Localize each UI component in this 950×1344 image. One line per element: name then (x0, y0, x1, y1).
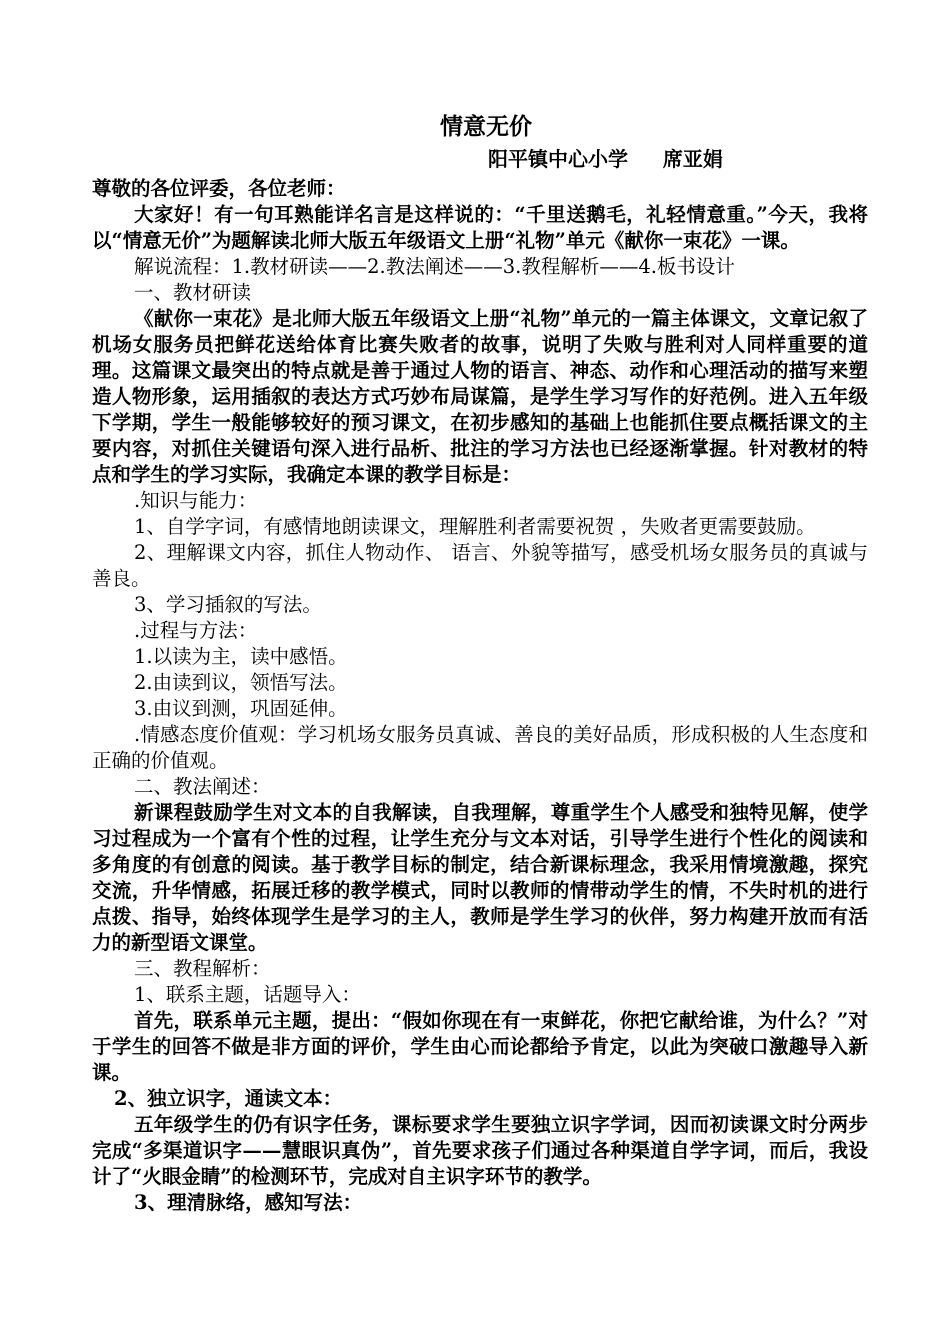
paragraph: .情感态度价值观：学习机场女服务员真诚、善良的美好品质，形成积极的人生态度和正确的价值观。 (92, 723, 868, 772)
paragraph: .知识与能力： (134, 489, 258, 512)
document-body (92, 176, 868, 1216)
paragraph: 1.以读为主，读中感悟。 (134, 645, 348, 668)
paragraph: 解说流程：1.教材研读——2.教法阐述——3.教程解析——4.板书设计 (134, 255, 735, 278)
paragraph: 一、教材研读 (134, 281, 252, 304)
paragraph: 五年级学生的仍有识字任务，课标要求学生要独立识字学词，因而初读课文时分两步完成“多渠道识字——慧眼识真伪”，首先要求孩子们通过各种渠道自学字词，而后，我设计了“火眼金睛”的检测环节，完成对自主识字环节的教学。 (92, 1113, 868, 1188)
paragraph: 3、理清脉络，感知写法： (134, 1191, 363, 1214)
paragraph: 《献你一束花》是北师大版五年级语文上册“礼物”单元的一篇主体课文，文章记叙了机场女服务员把鲜花送给体育比赛失败者的故事，说明了失败与胜利对人同样重要的道理。这篇课文最突出的特点就是善于通过人物的语言、神态、动作和心理活动的描写来塑造人物形象，运用插叙的表达方式巧妙布局谋篇，是学生学习写作的好范例。进入五年级下学期，学生一般能够较好的预习课文，在初步感知的基础上也能抓住要点概括课文的主要内容，对抓住关键语句深入进行品析、批注的学习方法也已经逐渐掌握。针对教材的特点和学生的学习实际，我确定本课的教学目标是： (92, 307, 868, 486)
paragraph: 三、教程解析： (134, 957, 271, 980)
author-byline: 阳平镇中心小学 席亚娟 (488, 147, 723, 171)
paragraph: 3.由议到测，巩固延伸。 (134, 697, 348, 720)
paragraph: 2、理解课文内容，抓住人物动作、 语言、外貌等描写，感受机场女服务员的真诚与善良。 (92, 541, 868, 590)
document-page (92, 112, 868, 1216)
paragraph: 2、独立识字，通读文本： (114, 1087, 343, 1110)
paragraph: 首先，联系单元主题，提出：“假如你现在有一束鲜花，你把它献给谁，为什么？”对于学生的回答不做是非方面的评价，学生由心而论都给予肯定，以此为突破口激趣导入新课。 (92, 1009, 868, 1084)
paragraph: .过程与方法： (134, 619, 258, 642)
paragraph: 大家好！有一句耳熟能详名言是这样说的：“千里送鹅毛，礼轻情意重。”今天，我将以“情意无价”为题解读北师大版五年级语文上册“礼物”单元《献你一束花》一课。 (92, 203, 868, 252)
paragraph: 2.由读到议，领悟写法。 (134, 671, 348, 694)
paragraph: 1、自学字词，有感情地朗读课文，理解胜利者需要祝贺 ，失败者更需要鼓励。 (134, 515, 816, 538)
paragraph: 3、学习插叙的写法。 (134, 593, 322, 616)
paragraph: 二、教法阐述： (134, 775, 271, 798)
paragraph: 新课程鼓励学生对文本的自我解读，自我理解，尊重学生个人感受和独特见解，使学习过程成为一个富有个性的过程，让学生充分与文本对话，引导学生进行个性化的阅读和多角度的有创意的阅读。基于教学目标的制定，结合新课标理念，我采用情境激趣，探究交流，升华情感，拓展迁移的教学模式，同时以教师的情带动学生的情，不失时机的进行点拨、指导，始终体现学生是学习的主人，教师是学生学习的伙伴，努力构建开放而有活力的新型语文课堂。 (92, 801, 868, 954)
paragraph: 尊敬的各位评委，各位老师： (92, 177, 346, 200)
paragraph: 1、联系主题，话题导入： (134, 983, 361, 1006)
document-title: 情意无价 (440, 113, 532, 140)
